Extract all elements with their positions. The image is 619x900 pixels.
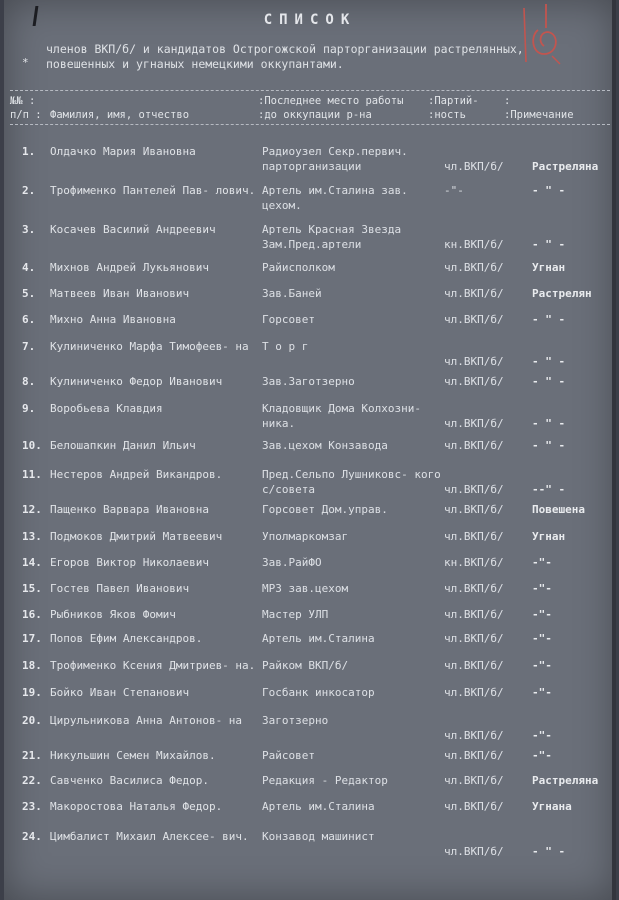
cell-work: Т о р г — [262, 340, 309, 353]
header-num: №№ : п/п : — [10, 95, 42, 121]
margin-asterisk: * — [22, 56, 29, 69]
cell-num: 1. — [22, 145, 36, 158]
document-subtitle: членов ВКП/б/ и кандидатов Острогожской парторганизации растрелянных, повешенных и угнаных немецкими оккупантами. — [46, 42, 524, 71]
cell-party: чл.ВКП/б/ — [444, 608, 504, 621]
header-note: : :Примечание — [504, 95, 574, 121]
cell-note: -"- — [532, 686, 552, 699]
cell-party: кн.ВКП/б/ — [444, 556, 504, 569]
cell-name: Егоров Виктор Николаевич — [50, 556, 209, 569]
cell-num: 6. — [22, 313, 36, 326]
cell-num: 18. — [22, 659, 42, 672]
cell-party: чл.ВКП/б/ — [444, 375, 504, 388]
cell-work: Госбанк инкосатор — [262, 686, 375, 699]
cell-name: Нестеров Андрей Викандров. — [50, 468, 223, 481]
cell-party: кн.ВКП/б/ — [444, 238, 504, 251]
cell-num: 20. — [22, 714, 42, 727]
cell-note: -"- — [532, 608, 552, 621]
cell-party: чл.ВКП/б/ — [444, 261, 504, 274]
cell-work: Горсовет — [262, 313, 315, 326]
cell-note: - " - — [532, 417, 566, 430]
cell-num: 10. — [22, 439, 42, 452]
cell-note: -"- — [532, 582, 552, 595]
cell-name: Гостев Павел Иванович — [50, 582, 190, 595]
cell-note: Повешена — [532, 503, 585, 516]
cell-num: 23. — [22, 800, 42, 813]
cell-note: Угнана — [532, 800, 572, 813]
cell-party: чл.ВКП/б/ — [444, 160, 504, 173]
cell-work: Райком ВКП/б/ — [262, 659, 349, 672]
header-top-rule — [10, 90, 610, 91]
cell-party: чл.ВКП/б/ — [444, 287, 504, 300]
cell-name: Бойко Иван Степанович — [50, 686, 190, 699]
cell-note: Растреляна — [532, 160, 599, 173]
cell-name: Попов Ефим Александров. — [50, 632, 203, 645]
cell-party: чл.ВКП/б/ — [444, 845, 504, 858]
cell-work: Райисполком — [262, 261, 335, 274]
cell-num: 16. — [22, 608, 42, 621]
cell-num: 7. — [22, 340, 36, 353]
cell-work: Кладовщик Дома Колхозни- ника. — [262, 402, 421, 430]
cell-name: Кулиниченко Федор Иванович — [50, 375, 223, 388]
cell-work: Артель Красная Звезда Зам.Пред.артели — [262, 223, 402, 251]
cell-name: Матвеев Иван Иванович — [50, 287, 190, 300]
cell-num: 8. — [22, 375, 36, 388]
cell-work: Конзавод машинист — [262, 830, 375, 843]
cell-work: Уполмаркомзаг — [262, 530, 349, 543]
cell-name: Никульшин Семен Михайлов. — [50, 749, 216, 762]
cell-note: -"- — [532, 659, 552, 672]
cell-note: - " - — [532, 313, 566, 326]
cell-name: Белошапкин Данил Ильич — [50, 439, 196, 452]
cell-work: Зав.Заготзерно — [262, 375, 355, 388]
cell-party: чл.ВКП/б/ — [444, 659, 504, 672]
cell-note: Угнан — [532, 530, 566, 543]
header-bottom-rule — [10, 124, 610, 125]
cell-party: чл.ВКП/б/ — [444, 774, 504, 787]
cell-party: чл.ВКП/б/ — [444, 749, 504, 762]
cell-work: Райсовет — [262, 749, 315, 762]
cell-name: Кулиниченко Марфа Тимофеев- на — [50, 340, 249, 353]
cell-work: Горсовет Дом.управ. — [262, 503, 388, 516]
cell-name: Подмоков Дмитрий Матвеевич — [50, 530, 223, 543]
cell-name: Михнов Андрей Лукьянович — [50, 261, 209, 274]
header-work: :Последнее место работы :до оккупации р-на — [258, 95, 404, 121]
cell-note: - " - — [532, 439, 566, 452]
cell-party: чл.ВКП/б/ — [444, 483, 504, 496]
cell-note: - " - — [532, 375, 566, 388]
cell-num: 15. — [22, 582, 42, 595]
cell-note: - " - — [532, 238, 566, 251]
cell-num: 5. — [22, 287, 36, 300]
cell-party: чл.ВКП/б/ — [444, 686, 504, 699]
cell-work: Артель им.Сталина — [262, 632, 375, 645]
cell-num: 11. — [22, 468, 42, 481]
cell-num: 12. — [22, 503, 42, 516]
document-title: СПИСОК — [263, 12, 357, 28]
cell-num: 13. — [22, 530, 42, 543]
cell-num: 19. — [22, 686, 42, 699]
cell-note: -"- — [532, 556, 552, 569]
cell-num: 3. — [22, 223, 36, 236]
cell-party: чл.ВКП/б/ — [444, 417, 504, 430]
cell-name: Косачев Василий Андреевич — [50, 223, 216, 236]
cell-note: -"- — [532, 729, 552, 742]
cell-party: -"- — [444, 184, 464, 197]
cell-party: чл.ВКП/б/ — [444, 800, 504, 813]
cell-party: чл.ВКП/б/ — [444, 439, 504, 452]
cell-num: 17. — [22, 632, 42, 645]
cell-party: чл.ВКП/б/ — [444, 530, 504, 543]
cell-work: Радиоузел Секр.первич. парторганизации — [262, 145, 408, 173]
header-name: Фамилия, имя, отчество — [50, 109, 190, 121]
cell-party: чл.ВКП/б/ — [444, 503, 504, 516]
cell-party: чл.ВКП/б/ — [444, 582, 504, 595]
cell-work: Пред.Сельпо Лушниковс- кого с/совета — [262, 468, 441, 496]
cell-work: Артель им.Сталина — [262, 800, 375, 813]
cell-party: чл.ВКП/б/ — [444, 729, 504, 742]
cell-num: 14. — [22, 556, 42, 569]
cell-num: 22. — [22, 774, 42, 787]
document-sheet — [4, 0, 616, 900]
cell-num: 9. — [22, 402, 36, 415]
cell-name: Трофименко Ксения Дмитриев- на. — [50, 659, 256, 672]
cell-num: 21. — [22, 749, 42, 762]
cell-note: Растреляна — [532, 774, 599, 787]
cell-name: Цимбалист Михаил Алексее- вич. — [50, 830, 249, 843]
cell-note: --" - — [532, 483, 566, 496]
cell-work: Заготзерно — [262, 714, 329, 727]
cell-name: Савченко Василиса Федор. — [50, 774, 209, 787]
cell-name: Пащенко Варвара Ивановна — [50, 503, 209, 516]
cell-num: 2. — [22, 184, 36, 197]
cell-work: МРЗ зав.цехом — [262, 582, 349, 595]
cell-name: Трофименко Пантелей Пав- лович. — [50, 184, 256, 197]
cell-name: Олдачко Мария Ивановна — [50, 145, 196, 158]
cell-note: - " - — [532, 184, 566, 197]
cell-party: чл.ВКП/б/ — [444, 355, 504, 368]
cell-work: Зав.Баней — [262, 287, 322, 300]
cell-note: - " - — [532, 355, 566, 368]
cell-note: -"- — [532, 632, 552, 645]
cell-party: чл.ВКП/б/ — [444, 632, 504, 645]
cell-work: Зав.РайФО — [262, 556, 322, 569]
cell-note: - " - — [532, 845, 566, 858]
cell-num: 24. — [22, 830, 42, 843]
cell-work: Зав.цехом Конзавода — [262, 439, 388, 452]
header-party: :Партий- :ность — [428, 95, 479, 121]
cell-name: Воробьева Клавдия — [50, 402, 163, 415]
cell-num: 4. — [22, 261, 36, 274]
cell-note: Угнан — [532, 261, 566, 274]
cell-note: Растрелян — [532, 287, 592, 300]
cell-note: -"- — [532, 749, 552, 762]
cell-name: Цирульникова Анна Антонов- на — [50, 714, 243, 727]
cell-work: Редакция - Редактор — [262, 774, 388, 787]
cell-work: Мастер УЛП — [262, 608, 329, 621]
cell-work: Артель им.Сталина зав. цехом. — [262, 184, 408, 212]
cell-name: Михно Анна Ивановна — [50, 313, 176, 326]
cell-name: Макоростова Наталья Федор. — [50, 800, 223, 813]
cell-name: Рыбников Яков Фомич — [50, 608, 176, 621]
cell-party: чл.ВКП/б/ — [444, 313, 504, 326]
